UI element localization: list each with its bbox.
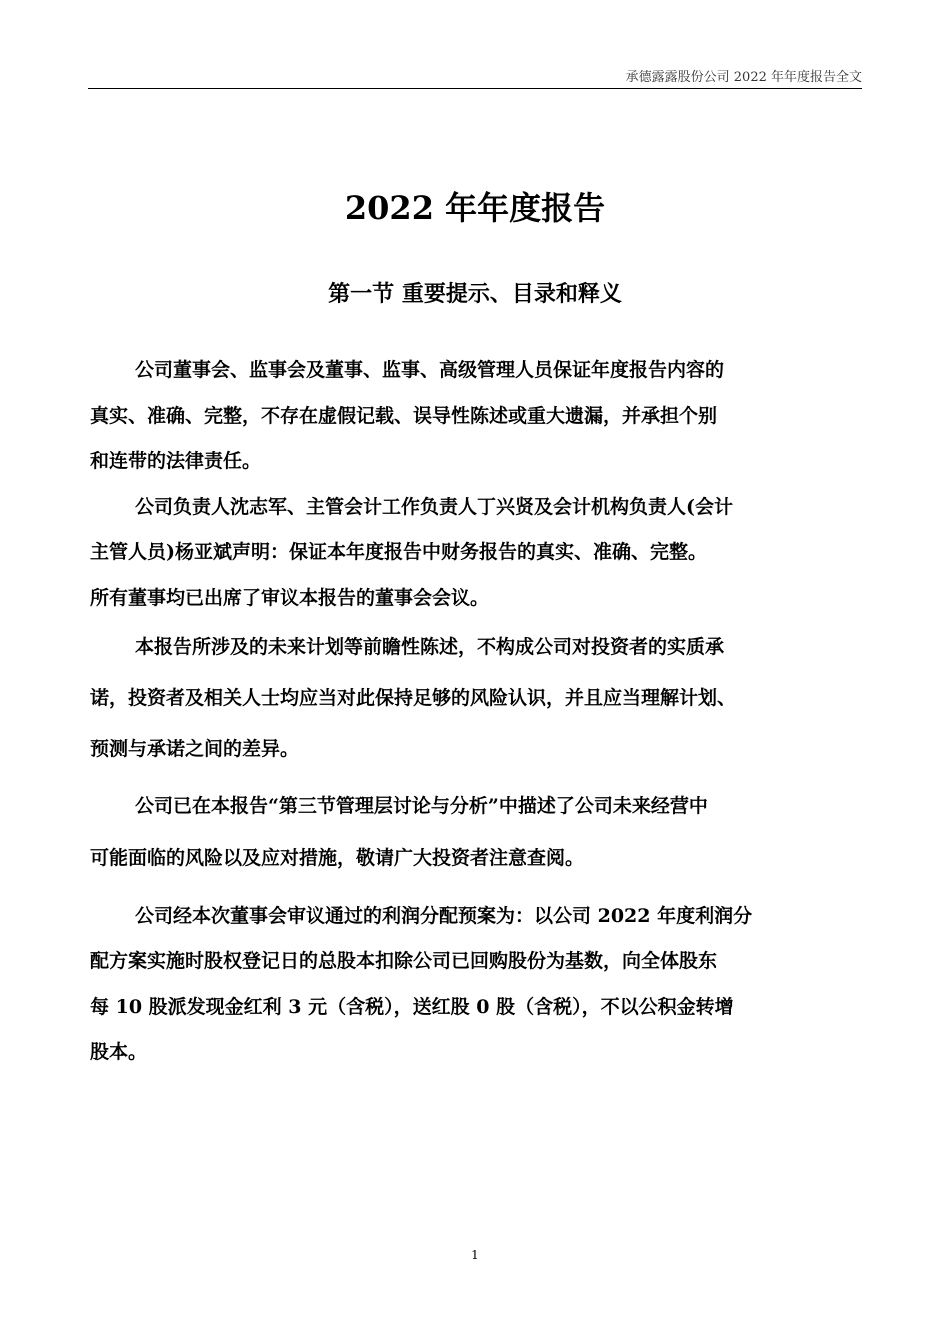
paragraph-2-line-1: 公司负责人沈志军、主管会计工作负责人丁兴贤及会计机构负责人(会计 (135, 496, 733, 518)
paragraph-4-line-1: 公司已在本报告“第三节管理层讨论与分析”中描述了公司未来经营中 (135, 795, 708, 817)
paragraph-4-line-2: 可能面临的风险以及应对措施，敬请广大投资者注意查阅。 (90, 847, 585, 869)
paragraph-1-line-3: 和连带的法律责任。 (90, 450, 262, 472)
paragraph-2-line-2: 主管人员)杨亚斌声明：保证本年度报告中财务报告的真实、准确、完整。 (90, 541, 707, 563)
paragraph-3-line-3: 预测与承诺之间的差异。 (90, 738, 300, 760)
header-rule (88, 88, 862, 89)
section-title: 第一节 重要提示、目录和释义 (328, 281, 622, 307)
paragraph-1-line-2: 真实、准确、完整，不存在虚假记载、误导性陈述或重大遗漏，并承担个别 (90, 405, 718, 427)
paragraph-3-line-2: 诺，投资者及相关人士均应当对此保持足够的风险认识，并且应当理解计划、 (90, 687, 737, 709)
paragraph-3-line-1: 本报告所涉及的未来计划等前瞻性陈述，不构成公司对投资者的实质承 (135, 636, 725, 658)
paragraph-5-line-2: 配方案实施时股权登记日的总股本扣除公司已回购股份为基数，向全体股东 (90, 950, 718, 972)
paragraph-5-line-3: 每 10 股派发现金红利 3 元（含税），送红股 0 股（含税），不以公积金转增 (90, 996, 734, 1018)
paragraph-5-line-4: 股本。 (90, 1041, 148, 1063)
running-header: 承德露露股份公司 2022 年年度报告全文 (625, 70, 862, 85)
paragraph-5-line-1: 公司经本次董事会审议通过的利润分配预案为：以公司 2022 年度利润分 (135, 905, 753, 927)
page-number: 1 (471, 1248, 479, 1262)
document-title: 2022 年年度报告 (344, 189, 606, 227)
paragraph-1-line-1: 公司董事会、监事会及董事、监事、高级管理人员保证年度报告内容的 (135, 359, 725, 381)
paragraph-2-line-3: 所有董事均已出席了审议本报告的董事会会议。 (90, 587, 490, 609)
